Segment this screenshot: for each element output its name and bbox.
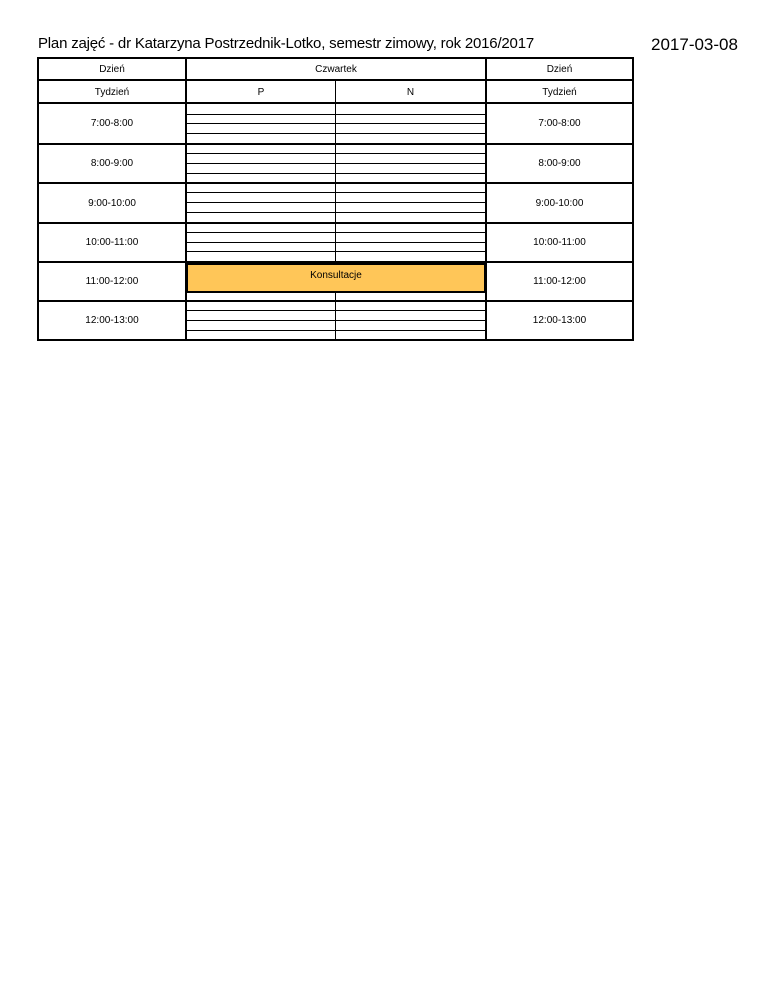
slot-quarter-line — [187, 310, 485, 311]
event-konsultacje[interactable]: Konsultacje — [186, 263, 486, 293]
hour-label-left: 12:00-13:00 — [85, 315, 139, 326]
slot-hour-line — [187, 222, 485, 224]
week-label-left: Tydzień — [94, 87, 130, 98]
slot-quarter-line — [187, 173, 485, 174]
hour-label-left: 11:00-12:00 — [85, 276, 139, 287]
slot-quarter-line — [187, 202, 485, 203]
slot-hour-line — [187, 143, 485, 145]
week-label-right: Tydzień — [542, 87, 577, 98]
hour-label-right: 10:00-11:00 — [533, 237, 586, 248]
hour-label-left: 9:00-10:00 — [88, 197, 136, 209]
slot-quarter-line — [187, 212, 485, 213]
schedule-table — [37, 57, 634, 341]
slot-quarter-line — [187, 232, 485, 233]
hour-label-right: 12:00-13:00 — [532, 315, 587, 326]
day-label-left: Dzień — [99, 63, 125, 75]
slot-quarter-line — [187, 123, 485, 124]
day-name: Czwartek — [315, 63, 357, 75]
slot-quarter-line — [187, 242, 485, 243]
day-label-right: Dzień — [546, 63, 573, 75]
hour-label-left: 8:00-9:00 — [90, 158, 134, 169]
slot-quarter-line — [187, 153, 485, 154]
slot-quarter-line — [187, 300, 485, 302]
slot-quarter-line — [187, 192, 485, 193]
slot-quarter-line — [187, 251, 485, 252]
slot-quarter-line — [187, 133, 485, 134]
hour-label-right: 7:00-8:00 — [538, 118, 581, 129]
slot-hour-line — [187, 182, 485, 184]
slot-quarter-line — [187, 330, 485, 331]
hour-label-left: 10:00-11:00 — [85, 237, 139, 248]
slot-quarter-line — [187, 114, 485, 115]
slot-quarter-line — [187, 163, 485, 164]
week-p: P — [257, 87, 265, 98]
hour-label-right: 9:00-10:00 — [535, 197, 584, 209]
slot-quarter-line — [187, 320, 485, 321]
hour-label-right: 11:00-12:00 — [533, 276, 586, 287]
page-title: Plan zajęć - dr Katarzyna Postrzednik-Lotko, semestr zimowy, rok 2016/2017 — [38, 35, 534, 52]
print-date: 2017-03-08 — [651, 35, 738, 54]
week-n: N — [406, 87, 415, 98]
hour-label-right: 8:00-9:00 — [538, 158, 581, 169]
hour-label-left: 7:00-8:00 — [90, 118, 134, 129]
